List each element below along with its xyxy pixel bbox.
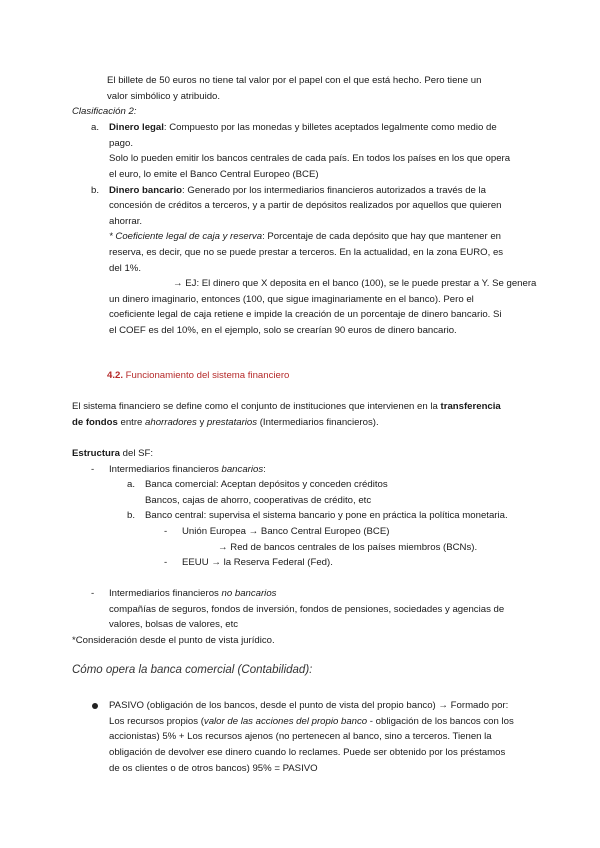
text: y [196, 417, 207, 428]
text: Los recursos propios ( [109, 716, 204, 727]
note: *Consideración desde el punto de vista jurídico. [72, 635, 275, 646]
dash-marker: - [164, 557, 168, 568]
text-line: reserva, es decir, que no se puede prestar a terceros. En la actualidad, en la zona EURO, es [109, 247, 504, 258]
text-line: coeficiente legal de caja retiene e impide la creación de un porcentaje de dinero bancario. Si [109, 309, 502, 320]
list-marker: b. [91, 185, 100, 196]
text-line: del 1%. [109, 263, 141, 274]
text: Intermediarios financieros [109, 464, 222, 475]
text: del SF: [119, 448, 154, 459]
term: Dinero legal [109, 122, 164, 133]
text-line: Bancos, cajas de ahorro, cooperativas de crédito, etc [145, 495, 372, 506]
text-line: el COEF es del 10%, en el ejemplo, solo se crearían 90 euros de dinero bancario. [109, 325, 457, 336]
text: : [263, 464, 266, 475]
text-line [109, 121, 497, 134]
text-line: concesión de créditos a terceros, y a partir de depósitos realizados por aquellos que quieren [109, 200, 502, 211]
text-line: de os clientes o de otros bancos) 95% = PASIVO [109, 763, 318, 774]
text-line: pago. [109, 138, 134, 149]
term: Dinero bancario [109, 185, 183, 196]
term: prestatarios [206, 417, 258, 428]
subsection-heading: Cómo opera la banca comercial (Contabilidad): [72, 664, 313, 676]
text-line: Unión Europea → Banco Central Europeo (BCE) [182, 526, 390, 537]
section-title: Funcionamiento del sistema financiero [123, 370, 290, 381]
text-line [109, 715, 514, 728]
text-line: → Red de bancos centrales de los países miembros (BCNs). [218, 542, 478, 553]
term: no bancarios [221, 588, 277, 599]
term: transferencia [440, 401, 501, 412]
text: Intermediarios financieros [109, 588, 222, 599]
estructura-label [72, 447, 153, 460]
text-line [72, 400, 501, 413]
text-line: Banca comercial: Aceptan depósitos y conceden créditos [145, 479, 388, 490]
text-line: El billete de 50 euros no tiene tal valor por el papel con el que está hecho. Pero tiene un [107, 75, 482, 86]
text-line: accionistas) 5% + Los recursos ajenos (no pertenecen al banco, sino a terceros. Tienen la [109, 731, 492, 742]
text-line [72, 416, 379, 429]
text-line: EEUU → la Reserva Federal (Fed). [182, 557, 333, 568]
term: Estructura [72, 448, 120, 459]
text-line [109, 463, 266, 476]
text-line: Banco central: supervisa el sistema bancario y pone en práctica la política monetaria. [145, 510, 508, 521]
dash-marker: - [164, 526, 168, 537]
term: bancarios [221, 464, 264, 475]
text-line: un dinero imaginario, entonces (100, que sigue imaginariamente en el banco). Pero el [109, 294, 474, 305]
text-line: PASIVO (obligación de los bancos, desde el punto de vista del propio banco) → Formado por: [109, 700, 509, 711]
text: - obligación de los bancos con los [367, 716, 514, 727]
text-line: Solo lo pueden emitir los bancos centrales de cada país. En todos los países en los que opera [109, 153, 511, 164]
text-line: valor simbólico y atribuido. [107, 91, 221, 102]
section-heading [107, 369, 289, 382]
text-line: obligación de devolver ese dinero cuando lo reclames. Puede ser obtenido por los préstamos [109, 747, 506, 758]
text: : Porcentaje de cada depósito que hay que mantener en [262, 231, 502, 242]
term: valor de las acciones del propio banco [203, 716, 368, 727]
text: : Compuesto por las monedas y billetes aceptados legalmente como medio de [163, 122, 497, 133]
term: * Coeficiente legal de caja y reserva [109, 231, 263, 242]
text: (Intermediarios financieros). [257, 417, 379, 428]
list-marker: a. [91, 122, 100, 133]
term: de fondos [72, 417, 118, 428]
list-marker: a. [127, 479, 136, 490]
clasificacion-heading: Clasificación 2: [72, 106, 137, 117]
text: El sistema financiero se define como el conjunto de instituciones que intervienen en la [72, 401, 441, 412]
text-line: → EJ: El dinero que X deposita en el banco (100), se le puede prestar a Y. Se genera [173, 278, 537, 289]
text-line: el euro, lo emite el Banco Central Europeo (BCE) [109, 169, 319, 180]
dash-marker: - [91, 588, 95, 599]
text: : Generado por los intermediarios financieros autorizados a través de la [182, 185, 487, 196]
section-number: 4.2. [107, 370, 124, 381]
list-marker: b. [127, 510, 136, 521]
term: ahorradores [145, 417, 197, 428]
bullet-icon [92, 703, 98, 709]
text-line: compañías de seguros, fondos de inversión, fondos de pensiones, sociedades y agencias de [109, 604, 505, 615]
text-line [109, 587, 276, 600]
text-line [109, 184, 486, 197]
text: entre [117, 417, 146, 428]
text-line: ahorrar. [109, 216, 143, 227]
dash-marker: - [91, 464, 95, 475]
text-line: valores, bolsas de valores, etc [109, 619, 239, 630]
text-line [109, 230, 501, 243]
